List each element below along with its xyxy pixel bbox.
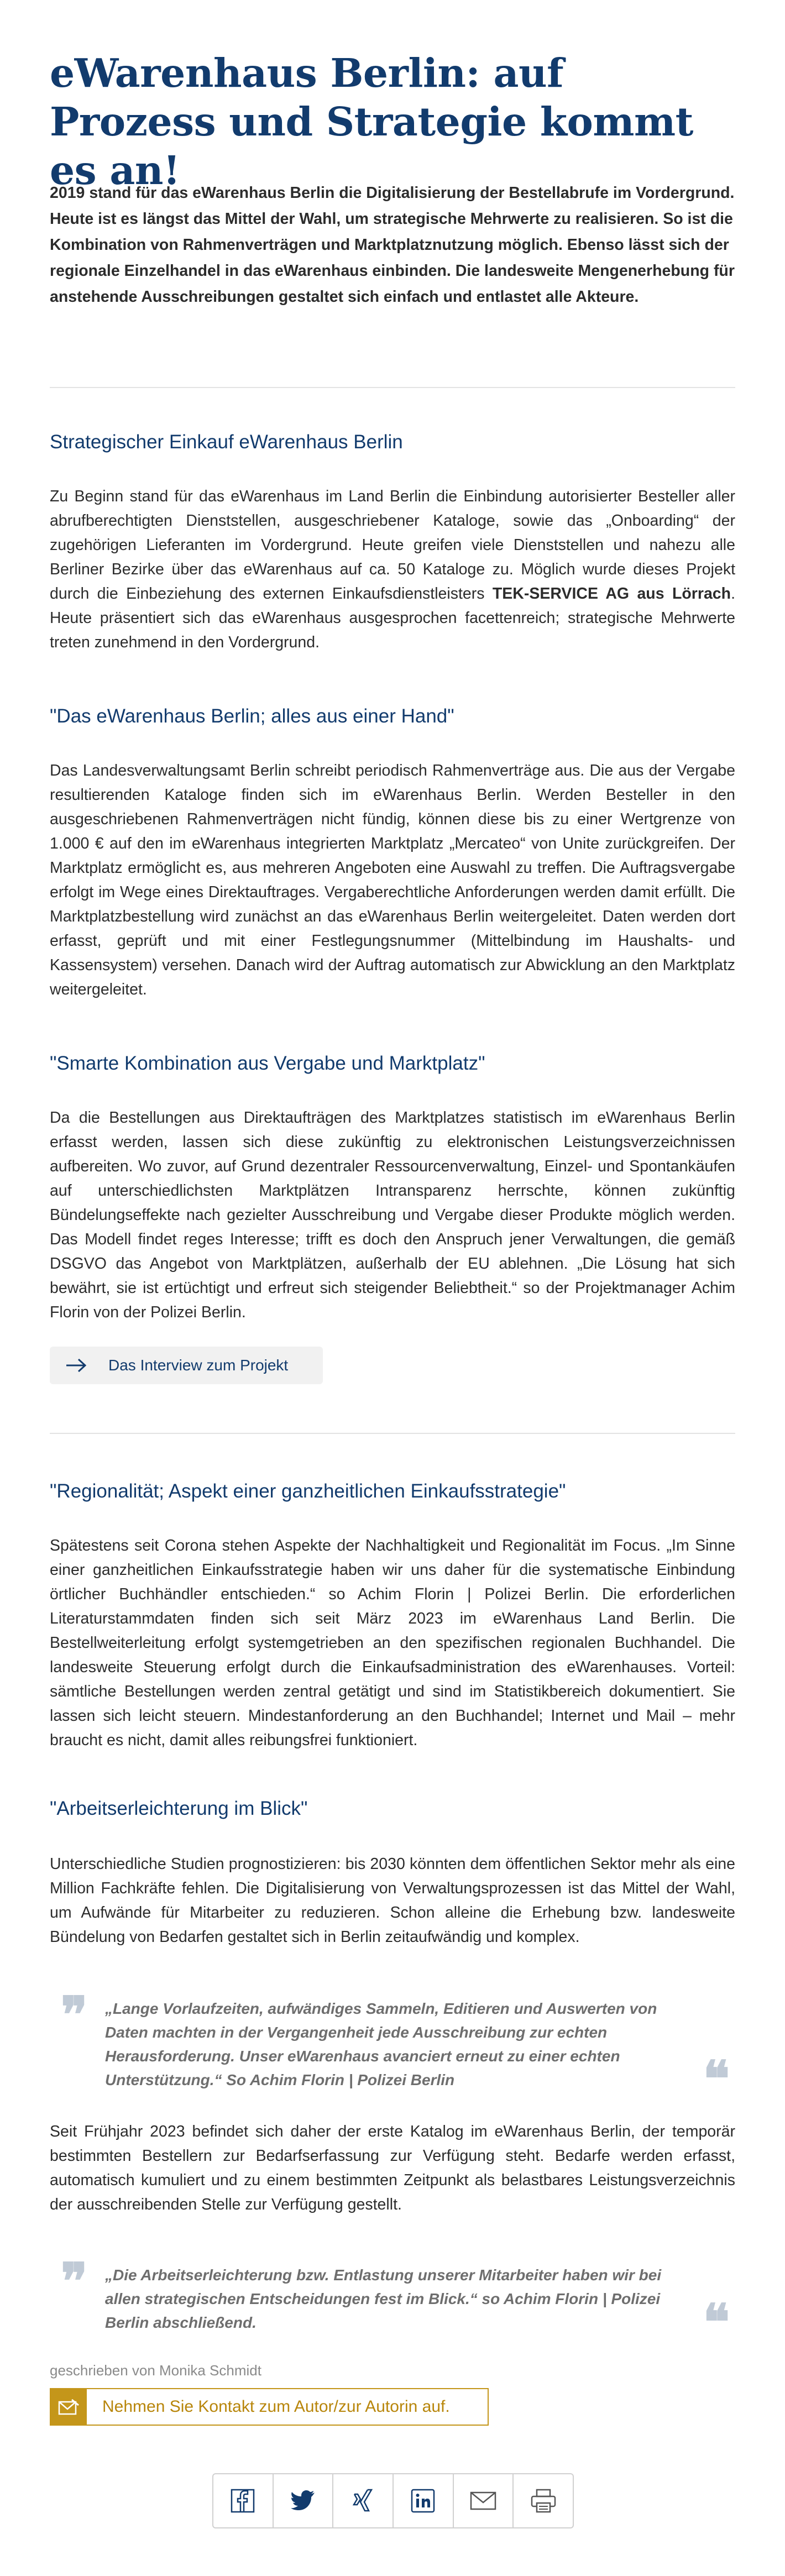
contact-author-label: Nehmen Sie Kontakt zum Autor/zur Autorin auf. <box>102 2397 450 2416</box>
share-xing-button[interactable] <box>333 2474 394 2527</box>
section-heading-all-in-one: "Das eWarenhaus Berlin; alles aus einer Hand" <box>50 705 454 727</box>
blockquote <box>50 1986 735 2108</box>
arrow-right-icon <box>65 1357 87 1374</box>
section-paragraph: Spätestens seit Corona stehen Aspekte der Nachhaltigkeit und Regionalität im Focus. „Im Sinne einer ganzheitlichen Einkaufsstrategie haben wir uns daher für die systematische Einbindung örtlicher Buchhändler entschieden.“ so Achim Florin | Polizei Berlin. Die erforderlichen Literaturstammdaten finden sich seit März 2023 im eWarenhaus Land Berlin. Die Bestellweiterleitung erfolgt systemgetrieben an den spezifischen regionalen Buchhandel. Die landesweite Steuerung erfolgt durch die Einkaufsadministration des eWarenhauses. Vorteil: sämtliche Bestellungen werden zentral getätigt und sind im Statistikbereich dokumentiert. Sie lassen sich leicht steuern. Mindestanforderung an den Buchhandel; Internet und Mail – mehr braucht es nicht, damit alles reibungsfrei funktioniert. <box>50 1537 735 1749</box>
section-paragraph: Unterschiedliche Studien prognostizieren: bis 2030 könnten dem öffentlichen Sektor mehr als eine Million Fachkräfte fehlen. Die Digitalisierung von Verwaltungsprozessen ist das Mittel der Wahl, um Aufwände für Mitarbeiter zu reduzieren. Schon alleine die Erhebung bzw. landesweite Bündelung von Bedarfen gestaltet sich in Berlin zeitaufwändig und komplex. <box>50 1855 735 1946</box>
quote-close-icon: ❝ <box>703 2050 730 2108</box>
quote-text: „Lange Vorlaufzeiten, aufwändiges Sammeln, Editieren und Auswerten von Daten machten in der Vergangenheit jede Ausschreibung zur echten Herausforderung. Unser eWarenhaus avanciert erneut zu einer echten Unterstützung.“ So Achim Florin | Polizei Berlin <box>105 2000 657 2088</box>
blockquote <box>50 2252 735 2352</box>
share-mail-button[interactable] <box>454 2474 514 2527</box>
section-paragraph <box>50 484 735 655</box>
interview-link-label: Das Interview zum Projekt <box>108 1357 289 1374</box>
section-paragraph: Seit Frühjahr 2023 befindet sich daher der erste Katalog im eWarenhaus Berlin, der temporär bestimmten Bestellern zur Bedarfserfassung zur Verfügung steht. Bedarfe werden erfasst, automatisch kumuliert und zu einem bestimmten Zeitpunkt als belastbares Leistungsverzeichnis der ausschreibenden Stelle zur Verfügung gestellt. <box>50 2123 735 2213</box>
paragraph-text: . Heute präsentiert sich das eWarenhaus ausgesprochen facettenreich; strategische Mehrwerte treten zunehmend in den Vordergrund. <box>50 585 735 651</box>
facebook-icon <box>231 2489 255 2513</box>
contact-mail-icon <box>50 2389 87 2425</box>
contact-author-button[interactable] <box>50 2388 489 2426</box>
section-heading-regionality: "Regionalität; Aspekt einer ganzheitlichen Einkaufsstrategie" <box>50 1480 566 1502</box>
quote-close-icon: ❝ <box>703 2293 730 2352</box>
xing-icon <box>352 2489 374 2513</box>
mail-icon <box>470 2491 496 2511</box>
section-heading-work-relief: "Arbeitserleichterung im Blick" <box>50 1798 308 1819</box>
article-lead: 2019 stand für das eWarenhaus Berlin die Digitalisierung der Bestellabrufe im Vordergrund. Heute ist es längst das Mittel der Wahl, um strategische Mehrwerte zu realisieren. So ist die Kombination von Rahmenverträgen und Marktplatznutzung möglich. Ebenso lässt sich der regionale Einzelhandel in das eWarenhaus einbinden. Die landesweite Mengenerhebung für anstehende Ausschreibungen gestaltet sich einfach und entlastet alle Akteure. <box>50 184 735 306</box>
interview-link-button[interactable] <box>50 1347 323 1384</box>
print-button[interactable] <box>514 2474 573 2527</box>
print-icon <box>531 2489 556 2513</box>
twitter-icon <box>290 2490 316 2512</box>
quote-open-icon: ❞ <box>61 2252 88 2311</box>
section-paragraph: Das Landesverwaltungsamt Berlin schreibt periodisch Rahmenverträge aus. Die aus der Vergabe resultierenden Kataloge finden sich im eWarenhaus Berlin. Werden Besteller in den ausgeschriebenen Rahmenverträgen nicht fündig, können diese bis zu einer Wertgrenze von 1.000 € auf den im eWarenhaus integrierten Marktplatz „Mercateo“ von Unite zurückgreifen. Der Marktplatz ermöglicht es, aus mehreren Angeboten eine Auswahl zu treffen. Die Auftragsvergabe erfolgt im Wege eines Direktauftrages. Vergaberechtliche Anforderungen werden damit erfüllt. Die Marktplatzbestellung wird zunächst an das eWarenhaus Berlin weitergeleitet. Daten werden dort erfasst, geprüft und mit einer Festlegungsnummer (Mittelbindung im Haushalts- und Kassensystem) versehen. Danach wird der Auftrag automatisch zur Abwicklung an den Marktplatz weitergeleitet. <box>50 762 735 998</box>
section-heading-smart-combination: "Smarte Kombination aus Vergabe und Marktplatz" <box>50 1053 485 1074</box>
share-bar <box>212 2473 574 2528</box>
page-title: eWarenhaus Berlin: auf Prozess und Strategie kommt es an! <box>50 50 693 193</box>
divider <box>50 1433 735 1434</box>
paragraph-text: Zu Beginn stand für das eWarenhaus im Land Berlin die Einbindung autorisierter Besteller aller abrufberechtigten Dienststellen, ausgeschriebener Kataloge, sowie das „Onboarding“ der zugehörigen Lieferanten im Vordergrund. Heute greifen viele Dienststellen und nahezu alle Berliner Bezirke über das eWarenhaus auf ca. 50 Kataloge zu. Möglich wurde dieses Projekt durch die Einbeziehung des externen Einkaufsdienstleisters <box>50 488 735 603</box>
linkedin-icon <box>411 2489 435 2513</box>
section-heading-strategic-purchasing: Strategischer Einkauf eWarenhaus Berlin <box>50 431 403 453</box>
quote-open-icon: ❞ <box>61 1986 88 2044</box>
quote-text: „Die Arbeitserleichterung bzw. Entlastung unserer Mitarbeiter haben wir bei allen strategischen Entscheidungen fest im Blick.“ so Achim Florin | Polizei Berlin abschließend. <box>105 2266 662 2331</box>
company-name: TEK-SERVICE AG aus Lörrach <box>492 585 731 603</box>
share-linkedin-button[interactable] <box>394 2474 454 2527</box>
section-paragraph: Da die Bestellungen aus Direktaufträgen des Marktplatzes statistisch im eWarenhaus Berlin erfasst werden, lassen sich diese zukünftig zu elektronischen Leistungsverzeichnissen aufbereiten. Wo zuvor, auf Grund dezentraler Ressourcenverwaltung, Einzel- und Spontankäufen auf unterschiedlichsten Marktplätzen Intransparenz herrschte, können zukünftig Bündelungseffekte nach gezielter Ausschreibung und Vergabe dieser Produkte möglich werden. Das Modell findet reges Interesse; trifft es doch den Anspruch jener Verwaltungen, die gemäß DSGVO das Angebot von Marktplätzen, außerhalb der EU ablehnen. „Die Lösung hat sich bewährt, sie ist ertüchtigt und erfreut sich steigender Beliebtheit.“ so der Projektmanager Achim Florin von der Polizei Berlin. <box>50 1109 735 1321</box>
share-facebook-button[interactable] <box>213 2474 274 2527</box>
author-byline: geschrieben von Monika Schmidt <box>50 2362 261 2379</box>
divider <box>50 387 735 388</box>
share-twitter-button[interactable] <box>274 2474 334 2527</box>
